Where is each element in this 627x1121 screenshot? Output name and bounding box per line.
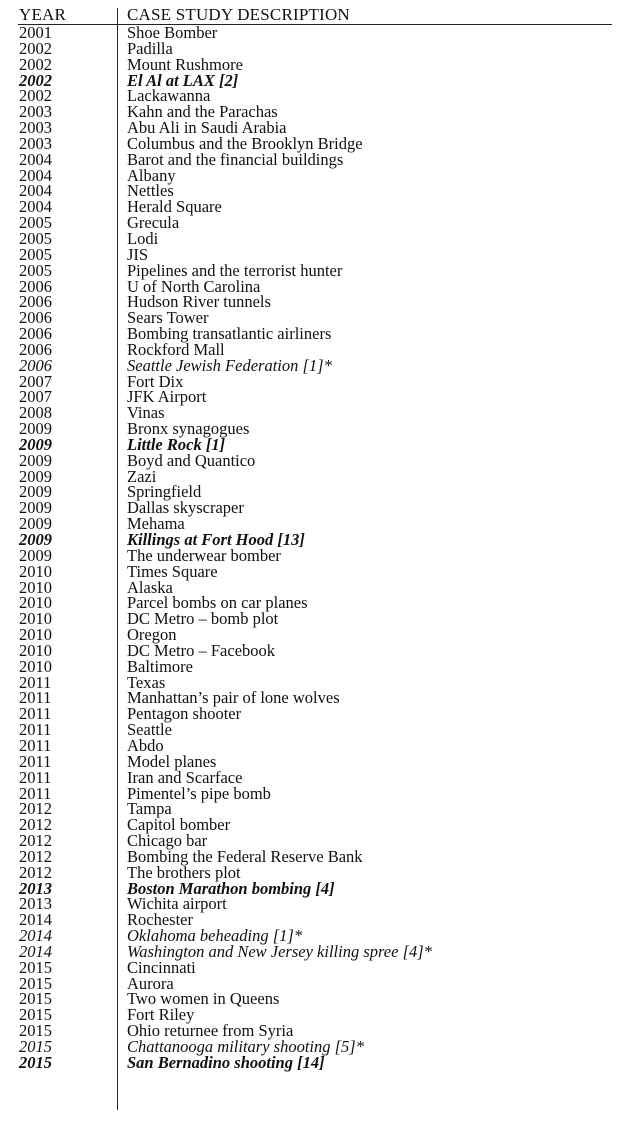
year-cell: 2007 <box>19 371 52 391</box>
year-cell: 2006 <box>19 276 52 296</box>
table-row <box>0 183 627 199</box>
table-row <box>0 532 627 548</box>
description-cell: Baltimore <box>127 656 193 676</box>
description-cell: Boyd and Quantico <box>127 450 256 470</box>
table-row <box>0 545 627 565</box>
description-cell: Cincinnati <box>127 957 196 977</box>
description-cell: San Bernadino shooting [14] <box>127 1052 325 1072</box>
table-row <box>0 199 627 215</box>
year-cell: 2015 <box>19 1021 52 1041</box>
table-row <box>0 70 627 90</box>
table-row <box>0 783 627 803</box>
description-cell: Times Square <box>127 561 218 581</box>
table-row <box>0 389 627 405</box>
description-cell: Albany <box>127 165 176 185</box>
table-row <box>0 1007 627 1023</box>
description-cell: Iran and Scarface <box>127 767 243 787</box>
year-cell: 2002 <box>19 38 52 58</box>
description-cell: Fort Riley <box>127 1005 195 1025</box>
year-cell: 2012 <box>19 815 52 835</box>
table-row <box>0 751 627 771</box>
year-cell: 2003 <box>19 118 52 138</box>
year-cell: 2011 <box>19 735 52 755</box>
year-cell: 2007 <box>19 387 52 407</box>
table-row <box>0 941 627 961</box>
description-cell: Nettles <box>127 181 174 201</box>
description-cell: Chicago bar <box>127 831 208 851</box>
description-cell: Herald Square <box>127 197 222 217</box>
table-row <box>0 656 627 676</box>
year-cell: 2014 <box>19 926 52 946</box>
year-cell: 2006 <box>19 339 52 359</box>
table-row <box>0 484 627 500</box>
year-cell: 2010 <box>19 656 52 676</box>
year-cell: 2009 <box>19 545 52 565</box>
description-cell: Alaska <box>127 577 173 597</box>
year-cell: 2006 <box>19 355 52 375</box>
year-cell: 2009 <box>19 498 52 518</box>
table-row <box>0 54 627 74</box>
year-cell: 2003 <box>19 102 52 122</box>
year-cell: 2011 <box>19 783 52 803</box>
description-cell: Tampa <box>127 799 172 819</box>
table-row <box>0 228 627 248</box>
table-row <box>0 595 627 611</box>
description-cell: Dallas skyscraper <box>127 498 244 518</box>
year-cell: 2009 <box>19 530 52 549</box>
year-cell: 2004 <box>19 181 52 201</box>
table-row <box>0 421 627 437</box>
description-cell: The underwear bomber <box>127 545 281 565</box>
table-row <box>0 1052 627 1072</box>
table-row <box>0 611 627 627</box>
description-column-header: CASE STUDY DESCRIPTION <box>127 5 350 24</box>
description-cell: Boston Marathon bombing [4] <box>127 878 335 898</box>
description-cell: Lodi <box>127 228 159 248</box>
table-body <box>0 25 627 1071</box>
description-cell: Pentagon shooter <box>127 704 242 724</box>
table-row <box>0 817 627 833</box>
year-cell: 2013 <box>19 878 52 898</box>
description-cell: Columbus and the Brooklyn Bridge <box>127 133 363 153</box>
year-cell: 2014 <box>19 910 52 930</box>
description-cell: Abdo <box>127 735 164 755</box>
description-cell: Padilla <box>127 38 173 58</box>
description-cell: Springfield <box>127 482 202 502</box>
year-cell: 2006 <box>19 324 52 344</box>
description-cell: Mehama <box>127 514 185 534</box>
year-column-header: YEAR <box>19 5 67 24</box>
description-cell: Washington and New Jersey killing spree [4]* <box>127 941 432 961</box>
table-row <box>0 561 627 581</box>
description-cell: Capitol bomber <box>127 815 231 835</box>
year-cell: 2002 <box>19 70 52 90</box>
table-row <box>0 973 627 993</box>
table-row <box>0 434 627 454</box>
year-cell: 2015 <box>19 1005 52 1025</box>
description-cell: Oregon <box>127 625 177 645</box>
year-cell: 2009 <box>19 482 52 502</box>
description-cell: Abu Ali in Saudi Arabia <box>127 118 287 138</box>
description-cell: Little Rock [1] <box>127 434 226 454</box>
description-cell: Aurora <box>127 973 174 993</box>
year-cell: 2002 <box>19 54 52 74</box>
description-cell: Rochester <box>127 910 193 930</box>
description-cell: Hudson River tunnels <box>127 292 271 312</box>
year-cell: 2005 <box>19 244 52 264</box>
table-row <box>0 640 627 660</box>
description-cell: Parcel bombs on car planes <box>127 593 308 613</box>
year-cell: 2010 <box>19 625 52 645</box>
table-row <box>0 690 627 706</box>
table-row <box>0 957 627 977</box>
table-row <box>0 735 627 755</box>
year-cell: 2004 <box>19 149 52 169</box>
description-cell: The brothers plot <box>127 862 241 882</box>
year-cell: 2014 <box>19 941 52 961</box>
description-cell: Barot and the financial buildings <box>127 149 344 169</box>
description-cell: Killings at Fort Hood [13] <box>127 530 305 549</box>
table-row <box>0 149 627 169</box>
year-cell: 2006 <box>19 292 52 312</box>
description-cell: Pimentel’s pipe bomb <box>127 783 271 803</box>
description-cell: Grecula <box>127 213 180 233</box>
table-row <box>0 706 627 722</box>
description-cell: El Al at LAX [2] <box>127 70 239 90</box>
description-cell: Seattle Jewish Federation [1]* <box>127 355 332 375</box>
table-row <box>0 801 627 817</box>
table-row <box>0 767 627 787</box>
year-cell: 2003 <box>19 133 52 153</box>
year-cell: 2011 <box>19 688 52 708</box>
year-cell: 2005 <box>19 228 52 248</box>
description-cell: Lackawanna <box>127 86 211 106</box>
year-cell: 2004 <box>19 197 52 217</box>
description-cell: DC Metro – Facebook <box>127 640 276 660</box>
table-row <box>0 627 627 643</box>
year-cell: 2012 <box>19 846 52 866</box>
table-row <box>0 25 627 41</box>
table-row <box>0 104 627 120</box>
year-cell: 2005 <box>19 260 52 280</box>
table-row <box>0 466 627 486</box>
table-row <box>0 294 627 310</box>
table-row <box>0 500 627 516</box>
description-cell: Rockford Mall <box>127 339 225 359</box>
year-cell: 2009 <box>19 434 52 454</box>
description-cell: Manhattan’s pair of lone wolves <box>127 688 340 708</box>
year-cell: 2009 <box>19 450 52 470</box>
description-cell: Wichita airport <box>127 894 227 914</box>
table-row <box>0 896 627 912</box>
year-cell: 2011 <box>19 672 52 692</box>
year-cell: 2015 <box>19 957 52 977</box>
year-cell: 2011 <box>19 720 52 740</box>
table-row <box>0 878 627 898</box>
description-cell: Bronx synagogues <box>127 419 250 439</box>
year-cell: 2012 <box>19 862 52 882</box>
table-row <box>0 577 627 597</box>
year-cell: 2015 <box>19 1052 52 1072</box>
description-cell: Pipelines and the terrorist hunter <box>127 260 343 280</box>
table-row <box>0 371 627 391</box>
table-row <box>0 722 627 738</box>
description-cell: Model planes <box>127 751 217 771</box>
table-row <box>0 516 627 532</box>
description-cell: Zazi <box>127 466 157 486</box>
description-cell: Vinas <box>127 403 165 423</box>
description-cell: Bombing transatlantic airliners <box>127 324 332 344</box>
table-row <box>0 846 627 866</box>
year-cell: 2005 <box>19 213 52 233</box>
description-cell: Two women in Queens <box>127 989 280 1009</box>
table-row <box>0 326 627 342</box>
year-cell: 2009 <box>19 514 52 534</box>
description-cell: U of North Carolina <box>127 276 261 296</box>
year-cell: 2011 <box>19 704 52 724</box>
description-cell: DC Metro – bomb plot <box>127 609 279 629</box>
year-cell: 2008 <box>19 403 52 423</box>
table-row <box>0 405 627 421</box>
table-row <box>0 260 627 280</box>
year-cell: 2010 <box>19 593 52 613</box>
description-cell: Mount Rushmore <box>127 54 243 74</box>
year-cell: 2015 <box>19 1037 52 1056</box>
year-cell: 2009 <box>19 419 52 439</box>
description-cell: Fort Dix <box>127 371 184 391</box>
table-row <box>0 355 627 375</box>
year-cell: 2002 <box>19 86 52 106</box>
table-row <box>0 276 627 296</box>
year-cell: 2006 <box>19 308 52 328</box>
table-row <box>0 165 627 185</box>
year-cell: 2015 <box>19 973 52 993</box>
year-cell: 2010 <box>19 640 52 660</box>
table-row <box>0 215 627 231</box>
description-cell: Shoe Bomber <box>127 23 218 42</box>
description-cell: Chattanooga military shooting [5]* <box>127 1037 364 1056</box>
year-cell: 2012 <box>19 799 52 819</box>
table-row <box>0 450 627 470</box>
year-cell: 2015 <box>19 989 52 1009</box>
year-cell: 2012 <box>19 831 52 851</box>
description-cell: Ohio returnee from Syria <box>127 1021 294 1041</box>
year-cell: 2011 <box>19 767 52 787</box>
year-cell: 2009 <box>19 466 52 486</box>
table-row <box>0 38 627 58</box>
year-cell: 2004 <box>19 165 52 185</box>
table-row <box>0 991 627 1007</box>
description-cell: Sears Tower <box>127 308 209 328</box>
year-cell: 2011 <box>19 751 52 771</box>
description-cell: Bombing the Federal Reserve Bank <box>127 846 363 866</box>
description-cell: Oklahoma beheading [1]* <box>127 926 303 946</box>
description-cell: Texas <box>127 672 166 692</box>
description-cell: Kahn and the Parachas <box>127 102 278 122</box>
year-cell: 2010 <box>19 609 52 629</box>
year-cell: 2010 <box>19 561 52 581</box>
description-cell: JFK Airport <box>127 387 207 407</box>
year-cell: 2001 <box>19 23 52 42</box>
table-row <box>0 88 627 104</box>
description-cell: JIS <box>127 244 149 264</box>
description-cell: Seattle <box>127 720 172 740</box>
year-cell: 2013 <box>19 894 52 914</box>
table-row <box>0 912 627 928</box>
year-cell: 2010 <box>19 577 52 597</box>
